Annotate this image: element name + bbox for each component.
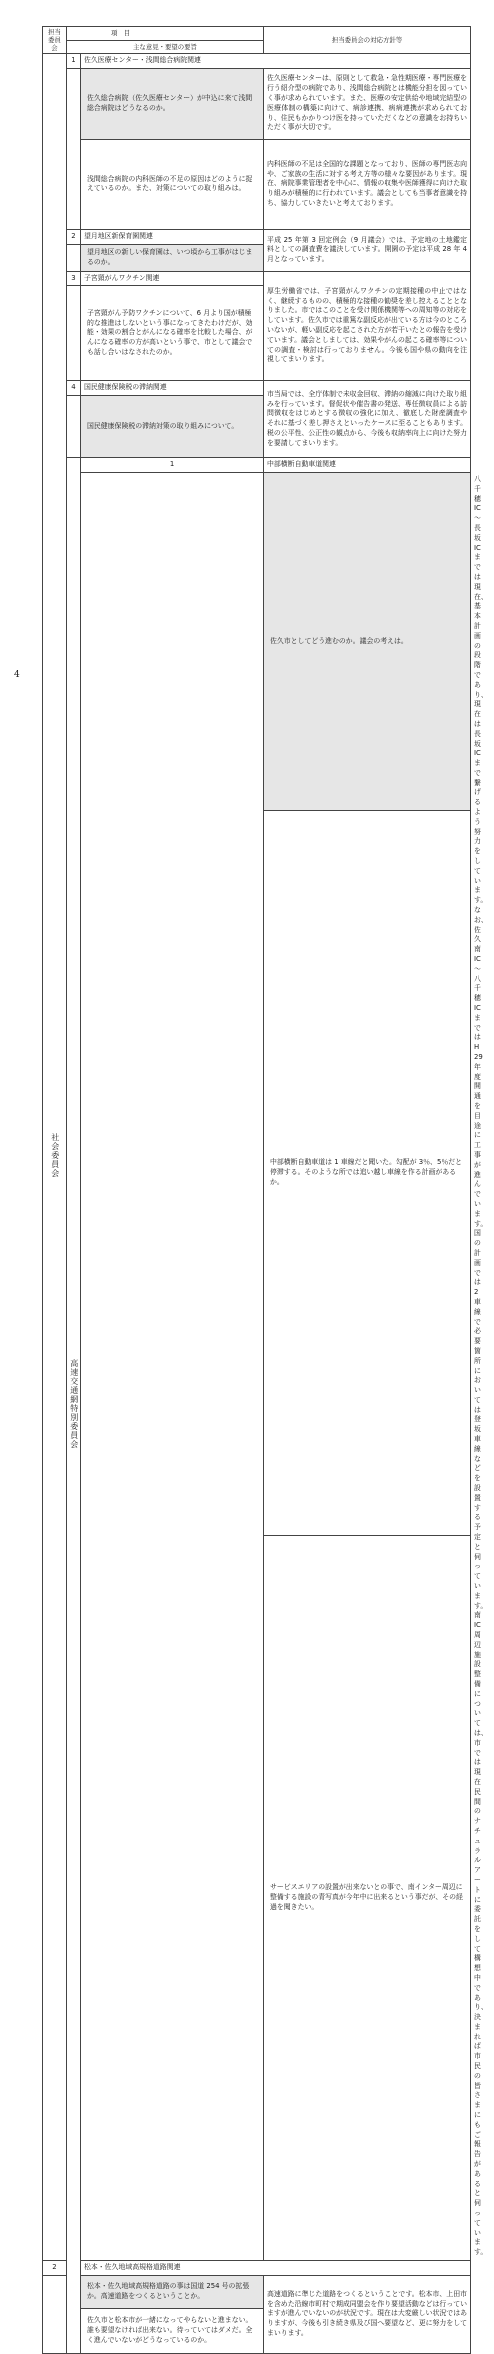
opinion-cell: 佐久総合病院（佐久医療センター）が中込に来て浅間総合病院はどうなるのか。: [81, 68, 264, 139]
item-title: 望月地区新保育園関連: [81, 229, 264, 244]
item-title: 国民健康保険税の滞納関連: [81, 381, 264, 396]
response-cell: 佐久医療センターは、原則として救急・急性期医療・専門医療を行う紹介型の病院であり、浅間総合病院とは機能分担を図っていく事が求められています。また、医療の安定供給や地域完結型の医療体制の構築に向けて、病診連携、病病連携が求められており、住民もかかりつけ医を持っていただくなどの意識をお持ちいただく事が大切です。: [264, 68, 471, 139]
item-title: 中部横断自動車道関連: [264, 458, 471, 473]
item-number: 2: [43, 2261, 67, 2276]
opinion-cell: 中部横断自動車道は 1 車線だと聞いた。勾配が 3％、5％だと停滞する。そのような所では追い越し車線を作る計画があるか。: [264, 811, 471, 1536]
header-response: 担当委員会の対応方針等: [264, 27, 471, 54]
opinion-cell: 佐久市と松本市が一緒になってやらないと進まない。誰も要望なければ出来ない。待っていてはダメだ。全く進んでいないがどうなっているのか。: [81, 2308, 264, 2353]
committee-name: 高速交通網特別委員会: [69, 1359, 79, 1450]
committee-name: 社会委員会: [50, 1133, 60, 1179]
item-title: 子宮頸がんワクチン関連: [81, 271, 264, 286]
opinion-cell: 子宮頸がん予防ワクチンについて、6 月より国が積極的な推進はしないという事になってきたわけだが、効能・効果の割合とがんになる確率を比較した場合、がんになる確率の方が高いという事で、市として議会でも話し合いはなされたのか。: [81, 286, 264, 381]
response-cell: 内科医師の不足は全国的な課題となっており、医師の専門医志向や、ご家族の生活に対する考え方等の様々な要因があります。現在、病院事業管理者を中心に、情報の収集や医師獲得に向けた取り組みが積極的に行われています。議会としても当事者意識を持ち、協力していきたいと考えております。: [264, 139, 471, 229]
page-number: 4: [14, 670, 20, 680]
response-cell: 市当局では、全庁体制で未収金回収、滞納の縮減に向けた取り組みを行っています。督促状や催告書の発送、専任徴収員による訪問徴収をはじめとする徴収の強化に加え、徹底した財産調査やそれに基づく差し押さえといったケースに至ることもあります。税の公平性、公正性の観点から、今後も収納率向上に向けた努力を要請してまいります。: [264, 381, 471, 458]
header-opinion: 主な意見・要望の要旨: [67, 40, 264, 54]
item-number: 1: [67, 54, 81, 69]
opinion-cell: 浅間総合病院の内科医師の不足の原因はどのように捉えているのか。また、対策についての取り組みは。: [81, 139, 264, 229]
committee-cell: [67, 458, 81, 2354]
response-cell: 厚生労働省では、子宮頸がんワクチンの定期接種の中止ではなく、継続するものの、積極的な接種の勧奨を差し控えることとなりました。市ではこのことを受け関係機関等への周知等の対応をしています。佐久市では重篤な副反応が出ている方は今のところいないが、軽い副反応を起こされた方が若干いたとの報告を受けています。議会としましては、効果やがんの起こる確率等についての調査・検討は行っておりません。今後も国や県の動向を注視してまいります。: [264, 271, 471, 381]
item-title: 佐久医療センター・浅間総合病院関連: [81, 54, 471, 69]
opinion-cell: 国民健康保険税の滞納対策の取り組みについて。: [81, 396, 264, 458]
header-committee: 担当委員会: [43, 27, 67, 54]
response-cell: 高速道路に準じた道路をつくるということです。松本市、上田市を含めた沿線市町村で期成同盟会を作り要望活動などは行っていますが進んでいないのが状況です。現在は大変厳しい状況ではありますが、今後も引き続き県及び国へ要望など、更に努力をしてまいります。: [264, 2275, 471, 2353]
item-title: 松本・佐久地域高規格道路関連: [81, 2261, 471, 2276]
committee-cell: [43, 54, 67, 2261]
response-cell: 平成 25 年第 3 回定例会（9 月議会）では、予定地の土地鑑定料としての調査費を議決しています。開園の予定は平成 28 年 4 月となっています。: [264, 229, 471, 271]
item-number: 2: [67, 229, 81, 244]
opinion-cell: 佐久市としてどう進むのか。議会の考えは。: [264, 472, 471, 810]
opinion-cell: 望月地区の新しい保育園は、いつ頃から工事がはじまるのか。: [81, 244, 264, 271]
item-number: 3: [67, 271, 81, 286]
opinion-cell: サービスエリアの設置が出来ないとの事で、南インター周辺に整備する施設の青写真が今年中に出来るという事だが、その経過を聞きたい。: [264, 1536, 471, 2261]
committee-response-table: 担当委員会 項 目 担当委員会の対応方針等 主な意見・要望の要旨 社会委員会 1 佐久医療センター・浅間総合病院関連 佐久総合病院（佐久医療センター）が中込に来て浅間総合病院はどうなるのか。 佐久医療センターは、原則として救急・急性期医療・専門医療を行う紹介型の病院であり、浅間総合病院とは機能分担を図っていく事が求められています。また、医療の安定供給や地域完結型の医療体制の構築に向けて、病診連携、病病連携が求められており、住民もかかりつけ医を持っていただくなどの意識をお持ちいただく事が大切です。 浅間総合病院の内科医師の不足の原因はどのように捉えているのか。また、対策についての取り組みは。 内科医師の不足は全国的な課題となっており、医師の専門医志向や、ご家族の生活に対する考え方等の様々な要因があります。現在、病院事業管理者を中心に、情報の収集や医師獲得に向けた取り組みが積極的に行われています。議会としても当事者意識を持ち、協力していきたいと考えております。 2 望月地区新保育園関連 平成 25 年第 3 回定例会（9 月議会）では、予定地の土地鑑定料としての調査費を議決しています。開園の予定は平成 28 年 4 月となっています。 望月地区の新しい保育園は、いつ頃から工事がはじまるのか。 3 子宮頸がんワクチン関連 厚生労働省では、子宮頸がんワクチンの定期接種の中止ではなく、継続するものの、積極的な接種の勧奨を差し控えることとなりました。市ではこのことを受け関係機関等への周知等の対応をしています。佐久市では重篤な副反応が出ている方は今のところいないが、軽い副反応を起こされた方が若干いたとの報告を受けています。議会としましては、効果やがんの起こる確率等についての調査・検討は行っておりません。今後も国や県の動向を注視してまいります。 子宮頸がん予防ワクチンについて、6 月より国が積極的な推進はしないという事になってきたわけだが、効能・効果の割合とがんになる確率を比較した場合、がんになる確率の方が高いという事で、市として議会でも話し合いはなされたのか。 4 国民健康保険税の滞納関連 市当局では、全庁体制で未収金回収、滞納の縮減に向けた取り組みを行っています。督促状や催告書の発送、専任徴収員による訪問徴収をはじめとする徴収の強化に加え、徹底した財産調査やそれに基づく差し押さえといったケースに至ることもあります。税の公平性、公正性の観点から、今後も収納率向上に向けた努力を要請してまいります。 国民健康保険税の滞納対策の取り組みについて。 高速交通網特別委員会 1 中部横断自動車道関連 佐久市としてどう進むのか。議会の考えは。 八千穂 IC ～長坂 IC までは現在、基本計画の段階であり、現在は長坂 IC まで繋げるよう努力をしています。なお、佐久南 IC ～八千穂 IC までは H 29 年度開通を目途に工事が進んでいます。国の計画では 2 車線で必要箇所においては登坂車線などを設置する予定と伺っています。南 IC 周辺施設整備については、市では現在民間のナチュラルアートに委託をして構想中であり、決まれば市民の皆さまにもご報告があると伺っています。 中部横断自動車道は 1 車線だと聞いた。勾配が 3％、5％だと停滞する。そのような所では追い越し車線を作る計画があるか。 サービスエリアの設置が出来ないとの事で、南インター周辺に整備する施設の青写真が今年中に出来るという事だが、その経過を聞きたい。 2 松本・佐久地域高規格道路関連 松本・佐久地域高規格道路の事は国道 254 号の拡張か。高速道路をつくるということか。 高速道路に準じた道路をつくるということです。松本市、上田市を含めた沿線市町村で期成同盟会を作り要望活動などは行っていますが進んでいないのが状況です。現在は大変厳しい状況ではありますが、今後も引き続き県及び国へ要望など、更に努力をしてまいります。 佐久市と松本市が一緒になってやらないと進まない。誰も要望なければ出来ない。待っていてはダメだ。全く進んでいないがどうなっているのか。: [42, 26, 471, 2354]
opinion-cell: 松本・佐久地域高規格道路の事は国道 254 号の拡張か。高速道路をつくるということか。: [81, 2275, 264, 2308]
item-number: 1: [81, 458, 264, 473]
item-number: 4: [67, 381, 81, 396]
header-item: 項 目: [67, 27, 264, 41]
